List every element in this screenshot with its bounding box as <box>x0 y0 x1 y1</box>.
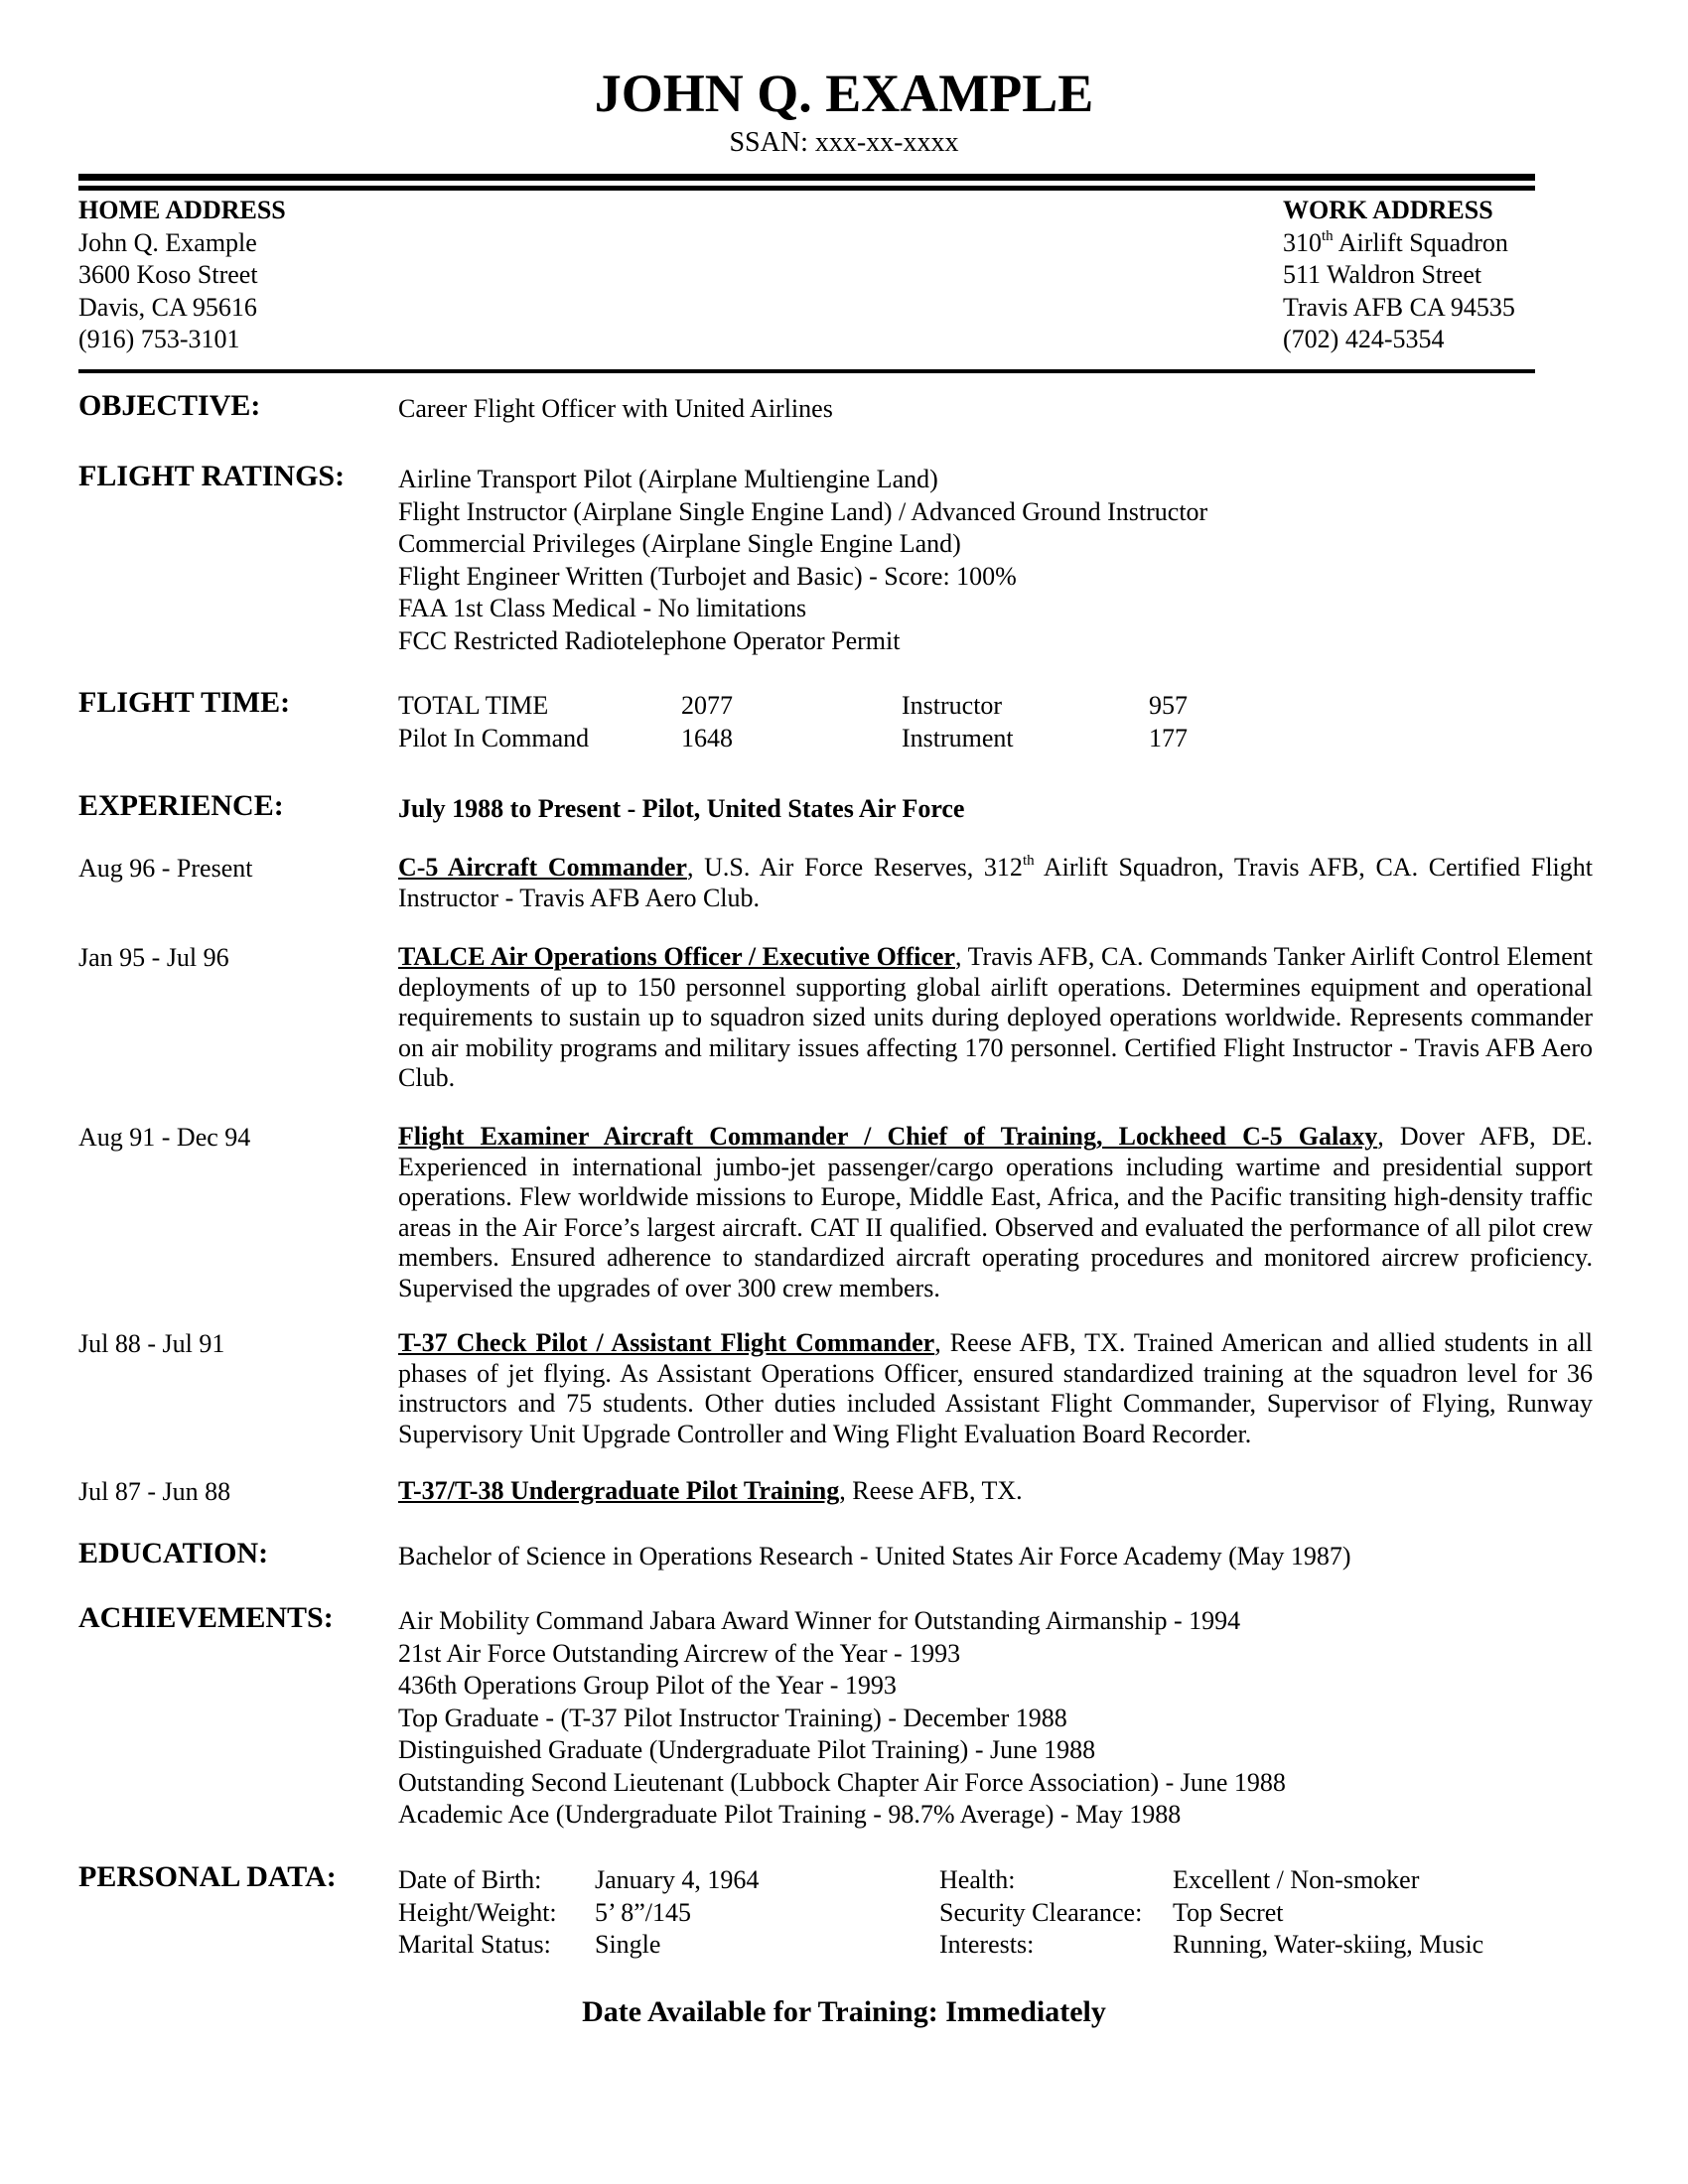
job-entry <box>398 1328 1593 1449</box>
ft-cell: 2077 <box>681 691 733 720</box>
flight-ratings-label: FLIGHT RATINGS: <box>78 460 346 492</box>
education-text: Bachelor of Science in Operations Research - United States Air Force Academy (May 1987) <box>398 1542 1351 1570</box>
flight-ratings-list <box>398 464 1207 657</box>
work-line-num: 310 <box>1283 227 1322 257</box>
home-line: 3600 Koso Street <box>78 260 258 289</box>
ft-cell: Instructor <box>902 691 1003 720</box>
job-text: , Reese AFB, TX. <box>839 1476 1023 1505</box>
job-entry <box>398 942 1593 1094</box>
achievements-list <box>398 1605 1286 1832</box>
resume-name: JOHN Q. EXAMPLE <box>594 64 1094 123</box>
pd-cell: Health: <box>939 1865 1016 1894</box>
job-text: Airlift Squadron, Travis AFB, CA. Certified Flight Instructor - Travis AFB Aero Club. <box>398 853 1594 912</box>
ft-cell: 177 <box>1149 724 1188 752</box>
work-address <box>1283 195 1515 356</box>
divider <box>78 369 1535 373</box>
ft-cell: 1648 <box>681 724 733 752</box>
job-entry <box>398 1122 1593 1303</box>
job-text: , Travis AFB, CA. Commands Tanker Airlift Control Element deployments of up to 150 personnel supporting global airlift operations. Determines equipment and operational requirements to sustain up to squadron sized units during deployed operations worldwide. Represents commander on air mobility programs and military issues affecting 170 personnel. Certified Flight Instructor - Travis AFB Aero Club. <box>398 942 1593 1092</box>
job-text: , Dover AFB, DE. Experienced in international jumbo-jet passenger/cargo operations including wartime and presidential support operations. Flew worldwide missions to Europe, Middle East, Africa, and the Pacific transiting high-density traffic areas in the Air Force’s largest aircraft. CAT II qualified. Observed and evaluated the performance of all pilot crew members. Ensured adherence to standardized aircraft operating procedures and monitored aircrew proficiency. Supervised the upgrades of over 300 crew members. <box>398 1122 1594 1302</box>
rating-item: Flight Engineer Written (Turbojet and Basic) - Score: 100% <box>398 561 1017 591</box>
achievement-item: Air Mobility Command Jabara Award Winner for Outstanding Airmanship - 1994 <box>398 1606 1241 1635</box>
job-title: C-5 Aircraft Commander <box>398 853 687 882</box>
job-text: , U.S. Air Force Reserves, 312 <box>686 853 1023 882</box>
experience-label: EXPERIENCE: <box>78 789 284 822</box>
work-line: Travis AFB CA 94535 <box>1283 292 1515 322</box>
rating-item: Flight Instructor (Airplane Single Engine Land) / Advanced Ground Instructor <box>398 496 1208 526</box>
ft-cell: Pilot In Command <box>398 724 590 752</box>
divider <box>78 186 1535 191</box>
pd-cell: Interests: <box>939 1930 1035 1959</box>
pd-cell: Top Secret <box>1173 1898 1284 1927</box>
work-line <box>1283 227 1515 260</box>
achievement-item: Academic Ace (Undergraduate Pilot Training - 98.7% Average) - May 1988 <box>398 1800 1182 1829</box>
objective-label: OBJECTIVE: <box>78 389 261 422</box>
job-text: , Reese AFB, TX. Trained American and allied students in all phases of jet flying. As Assistant Operations Officer, ensured standardized training at the squadron level for 36 instructors and 75 students. Other duties included Assistant Flight Commander, Supervisor of Flying, Runway Supervisory Unit Upgrade Controller and Wing Flight Evaluation Board Recorder. <box>398 1328 1593 1448</box>
pd-cell: 5’ 8”/145 <box>595 1898 691 1927</box>
ft-cell: 957 <box>1149 691 1188 720</box>
job-title: T-37 Check Pilot / Assistant Flight Commander <box>398 1328 935 1357</box>
work-line: 511 Waldron Street <box>1283 260 1482 289</box>
flight-time-label: FLIGHT TIME: <box>78 686 291 719</box>
job-title: TALCE Air Operations Officer / Executive Officer <box>398 942 955 971</box>
achievement-item: Top Graduate - (T-37 Pilot Instructor Training) - December 1988 <box>398 1703 1067 1732</box>
job-date: Jul 88 - Jul 91 <box>78 1329 225 1358</box>
home-line: (916) 753-3101 <box>78 325 240 353</box>
home-address-heading: HOME ADDRESS <box>78 196 286 224</box>
ft-cell: Instrument <box>902 724 1014 752</box>
achievement-item: Outstanding Second Lieutenant (Lubbock Chapter Air Force Association) - June 1988 <box>398 1767 1286 1797</box>
achievements-label: ACHIEVEMENTS: <box>78 1601 334 1634</box>
job-date: Aug 91 - Dec 94 <box>78 1123 251 1152</box>
objective-text: Career Flight Officer with United Airlines <box>398 394 833 423</box>
home-line: Davis, CA 95616 <box>78 292 257 322</box>
job-entry <box>398 853 1593 913</box>
job-date: Jul 87 - Jun 88 <box>78 1477 231 1506</box>
personal-data-label: PERSONAL DATA: <box>78 1860 337 1893</box>
education-label: EDUCATION: <box>78 1537 269 1570</box>
pd-cell: Excellent / Non-smoker <box>1173 1865 1420 1894</box>
job-title: Flight Examiner Aircraft Commander / Chief of Training, Lockheed C-5 Galaxy <box>398 1122 1378 1151</box>
achievement-item: 436th Operations Group Pilot of the Year - 1993 <box>398 1671 897 1700</box>
rating-item: FCC Restricted Radiotelephone Operator Permit <box>398 625 901 655</box>
pd-cell: Running, Water-skiing, Music <box>1173 1930 1484 1959</box>
pd-cell: Date of Birth: <box>398 1865 542 1894</box>
achievement-item: 21st Air Force Outstanding Aircrew of the Year - 1993 <box>398 1638 961 1668</box>
work-line-rest: Airlift Squadron <box>1333 227 1508 257</box>
divider <box>78 174 1535 181</box>
job-date: Aug 96 - Present <box>78 854 253 883</box>
job-date: Jan 95 - Jul 96 <box>78 943 229 972</box>
work-address-heading: WORK ADDRESS <box>1283 196 1493 224</box>
job-title: T-37/T-38 Undergraduate Pilot Training <box>398 1476 840 1505</box>
experience-summary: July 1988 to Present - Pilot, United States Air Force <box>398 794 965 823</box>
pd-cell: Marital Status: <box>398 1930 551 1959</box>
work-line: (702) 424-5354 <box>1283 325 1445 353</box>
rating-item: FAA 1st Class Medical - No limitations <box>398 594 807 622</box>
pd-cell: Height/Weight: <box>398 1898 557 1927</box>
superscript: th <box>1322 227 1334 244</box>
rating-item: Commercial Privileges (Airplane Single Engine Land) <box>398 529 961 558</box>
ft-cell: TOTAL TIME <box>398 691 549 720</box>
pd-cell: January 4, 1964 <box>595 1865 760 1894</box>
home-line: John Q. Example <box>78 227 257 257</box>
home-address <box>78 195 286 356</box>
pd-cell: Security Clearance: <box>939 1898 1143 1927</box>
pd-cell: Single <box>595 1930 661 1959</box>
achievement-item: Distinguished Graduate (Undergraduate Pilot Training) - June 1988 <box>398 1735 1096 1764</box>
rating-item: Airline Transport Pilot (Airplane Multiengine Land) <box>398 465 938 493</box>
job-entry <box>398 1476 1593 1507</box>
availability: Date Available for Training: Immediately <box>582 1995 1106 2028</box>
ssan: SSAN: xxx-xx-xxxx <box>729 127 959 158</box>
superscript: th <box>1022 853 1035 869</box>
